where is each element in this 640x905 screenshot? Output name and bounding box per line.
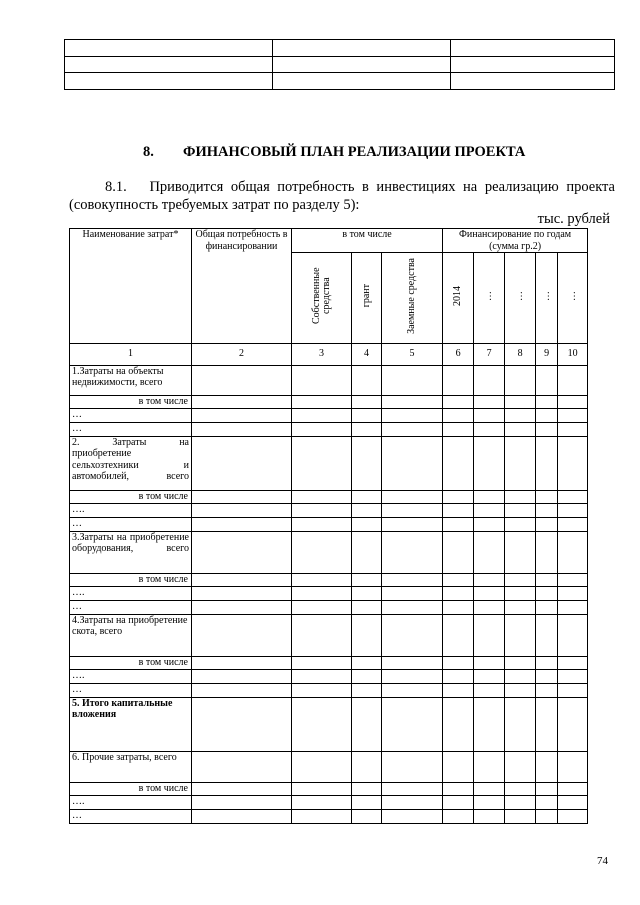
table-cell <box>352 751 382 782</box>
section-title: ФИНАНСОВЫЙ ПЛАН РЕАЛИЗАЦИИ ПРОЕКТА <box>183 144 526 160</box>
row-label: 1.Затраты на объекты недвижимости, всего <box>70 365 192 395</box>
table-body <box>70 365 588 823</box>
table-cell <box>505 697 536 751</box>
header-year-dots: … <box>474 253 505 344</box>
table-cell <box>536 683 558 697</box>
header-including: в том числе <box>292 229 443 253</box>
table-cell <box>505 600 536 614</box>
table-cell <box>352 517 382 531</box>
table-cell <box>536 422 558 436</box>
table-cell <box>558 436 588 490</box>
table-cell <box>382 809 443 823</box>
table-cell <box>443 503 474 517</box>
table-cell <box>505 365 536 395</box>
table-cell <box>352 586 382 600</box>
table-row <box>70 751 588 782</box>
table-cell <box>292 517 352 531</box>
table-cell <box>505 782 536 795</box>
table-cell <box>192 573 292 586</box>
table-row <box>70 517 588 531</box>
table-cell <box>192 517 292 531</box>
table-cell <box>192 751 292 782</box>
table-cell <box>192 683 292 697</box>
table-cell <box>292 656 352 669</box>
header-year-dots: … <box>505 253 536 344</box>
table-cell <box>192 656 292 669</box>
table-cell <box>292 586 352 600</box>
table-cell <box>536 531 558 573</box>
table-cell <box>505 531 536 573</box>
table-cell <box>536 782 558 795</box>
table-cell <box>192 490 292 503</box>
table-cell <box>558 586 588 600</box>
table-cell <box>352 809 382 823</box>
table-cell <box>292 697 352 751</box>
table-cell <box>192 408 292 422</box>
table-cell <box>443 436 474 490</box>
table-cell <box>65 40 273 57</box>
table-cell <box>536 586 558 600</box>
table-cell <box>536 600 558 614</box>
page-number: 74 <box>597 855 608 867</box>
column-number: 1 <box>70 343 192 365</box>
table-cell <box>558 503 588 517</box>
table-cell <box>443 517 474 531</box>
table-cell <box>192 436 292 490</box>
table-cell <box>474 503 505 517</box>
table-cell <box>352 365 382 395</box>
table-cell <box>65 73 273 90</box>
table-row <box>65 56 615 73</box>
table-cell <box>352 573 382 586</box>
table-cell <box>292 795 352 809</box>
table-cell <box>505 683 536 697</box>
table-cell <box>536 795 558 809</box>
table-cell <box>558 809 588 823</box>
row-label: …. <box>70 503 192 517</box>
row-label: …. <box>70 795 192 809</box>
table-cell <box>273 40 451 57</box>
table-cell <box>505 809 536 823</box>
table-cell <box>443 614 474 656</box>
row-label: …. <box>70 669 192 683</box>
table-cell <box>352 656 382 669</box>
table-row <box>65 40 615 57</box>
table-cell <box>558 600 588 614</box>
row-label: 3.Затраты на приобретение оборудования, всего <box>70 531 192 573</box>
table-cell <box>382 365 443 395</box>
paragraph-text: Приводится общая потребность в инвестициях на реализацию проекта (совокупность требуемых затрат по разделу 5): <box>69 179 615 213</box>
table-cell <box>352 422 382 436</box>
table-cell <box>558 573 588 586</box>
table-cell <box>536 517 558 531</box>
row-label: в том числе <box>70 573 192 586</box>
table-cell <box>352 531 382 573</box>
table-row <box>70 408 588 422</box>
table-cell <box>382 600 443 614</box>
table-cell <box>443 809 474 823</box>
previous-table-fragment <box>64 39 615 90</box>
table-cell <box>505 503 536 517</box>
table-cell <box>558 490 588 503</box>
table-cell <box>474 600 505 614</box>
table-cell <box>352 600 382 614</box>
table-cell <box>536 751 558 782</box>
table-cell <box>443 697 474 751</box>
table-row <box>70 436 588 490</box>
table-cell <box>443 751 474 782</box>
table-cell <box>273 73 451 90</box>
table-cell <box>451 40 615 57</box>
table-cell <box>192 614 292 656</box>
table-cell <box>292 422 352 436</box>
column-number: 10 <box>558 343 588 365</box>
table-cell <box>443 683 474 697</box>
table-cell <box>536 614 558 656</box>
table-cell <box>292 531 352 573</box>
table-cell <box>192 669 292 683</box>
header-year-dots: … <box>558 253 588 344</box>
header-own-funds: Собственные средства <box>292 253 352 344</box>
column-number-row <box>70 343 588 365</box>
table-row <box>70 395 588 408</box>
row-label: в том числе <box>70 656 192 669</box>
row-label: 5. Итого капитальные вложения <box>70 697 192 751</box>
table-cell <box>443 365 474 395</box>
table-cell <box>292 614 352 656</box>
table-cell <box>443 422 474 436</box>
table-cell <box>474 614 505 656</box>
table-cell <box>474 751 505 782</box>
header-name: Наименование затрат* <box>70 229 192 344</box>
table-cell <box>192 600 292 614</box>
table-cell <box>505 795 536 809</box>
column-number: 6 <box>443 343 474 365</box>
column-number: 5 <box>382 343 443 365</box>
table-cell <box>536 395 558 408</box>
table-cell <box>474 697 505 751</box>
section-number: 8. <box>143 144 154 160</box>
row-label: 4.Затраты на приобретение скота, всего <box>70 614 192 656</box>
table-cell <box>474 809 505 823</box>
table-cell <box>505 395 536 408</box>
table-cell <box>558 697 588 751</box>
table-row <box>70 683 588 697</box>
unit-label: тыс. рублей <box>537 211 610 227</box>
table-cell <box>382 436 443 490</box>
table-cell <box>474 586 505 600</box>
paragraph <box>69 178 615 214</box>
table-cell <box>65 56 273 73</box>
table-row <box>70 586 588 600</box>
table-cell <box>382 782 443 795</box>
column-number: 8 <box>505 343 536 365</box>
table-cell <box>505 751 536 782</box>
table-cell <box>558 531 588 573</box>
table-cell <box>292 573 352 586</box>
table-cell <box>352 795 382 809</box>
table-cell <box>443 782 474 795</box>
table-cell <box>558 751 588 782</box>
table-cell <box>536 573 558 586</box>
table-cell <box>352 395 382 408</box>
row-label: …. <box>70 586 192 600</box>
table-cell <box>443 669 474 683</box>
table-cell <box>292 751 352 782</box>
table-cell <box>382 503 443 517</box>
table-cell <box>382 422 443 436</box>
table-row <box>65 73 615 90</box>
table-cell <box>558 669 588 683</box>
row-label: … <box>70 422 192 436</box>
table-cell <box>474 422 505 436</box>
column-number: 7 <box>474 343 505 365</box>
table-cell <box>558 656 588 669</box>
table-cell <box>352 436 382 490</box>
table-cell <box>505 573 536 586</box>
table-cell <box>382 490 443 503</box>
table-cell <box>443 600 474 614</box>
header-row <box>70 229 588 253</box>
table-row <box>70 490 588 503</box>
table-row <box>70 503 588 517</box>
row-label: … <box>70 408 192 422</box>
table-cell <box>536 503 558 517</box>
table-cell <box>558 683 588 697</box>
table-cell <box>474 656 505 669</box>
table-cell <box>474 795 505 809</box>
header-by-years: Финансирование по годам (сумма гр.2) <box>443 229 588 253</box>
header-loan-funds: Заемные средства <box>382 253 443 344</box>
table-cell <box>536 490 558 503</box>
table-cell <box>505 517 536 531</box>
table-cell <box>382 795 443 809</box>
column-number: 3 <box>292 343 352 365</box>
table-cell <box>443 490 474 503</box>
table-cell <box>352 503 382 517</box>
table-cell <box>292 490 352 503</box>
table-cell <box>382 586 443 600</box>
header-year-dots: … <box>536 253 558 344</box>
table-cell <box>382 683 443 697</box>
row-label: … <box>70 809 192 823</box>
table-cell <box>451 56 615 73</box>
table-cell <box>536 669 558 683</box>
table-cell <box>192 365 292 395</box>
row-label: в том числе <box>70 490 192 503</box>
table-cell <box>536 408 558 422</box>
table-cell <box>536 656 558 669</box>
column-number: 4 <box>352 343 382 365</box>
row-label: … <box>70 683 192 697</box>
table-cell <box>474 365 505 395</box>
table-cell <box>474 573 505 586</box>
header-total: Общая потребность в финансировании <box>192 229 292 344</box>
table-cell <box>474 683 505 697</box>
table-cell <box>505 422 536 436</box>
table-cell <box>192 422 292 436</box>
table-cell <box>382 395 443 408</box>
table-cell <box>474 490 505 503</box>
table-cell <box>474 436 505 490</box>
table-cell <box>292 395 352 408</box>
table-cell <box>536 436 558 490</box>
table-cell <box>474 782 505 795</box>
table-cell <box>352 782 382 795</box>
table-cell <box>192 795 292 809</box>
table-cell <box>474 395 505 408</box>
table-cell <box>505 490 536 503</box>
table-cell <box>536 365 558 395</box>
table-cell <box>292 436 352 490</box>
table-cell <box>352 408 382 422</box>
column-number: 2 <box>192 343 292 365</box>
table-cell <box>382 697 443 751</box>
table-cell <box>558 517 588 531</box>
table-cell <box>273 56 451 73</box>
table-cell <box>443 531 474 573</box>
table-cell <box>505 656 536 669</box>
header-grant: грант <box>352 253 382 344</box>
table-cell <box>505 436 536 490</box>
table-cell <box>558 395 588 408</box>
table-cell <box>505 614 536 656</box>
table-cell <box>474 408 505 422</box>
table-cell <box>558 422 588 436</box>
table-row <box>70 809 588 823</box>
table-cell <box>352 614 382 656</box>
table-cell <box>292 365 352 395</box>
table-cell <box>352 697 382 751</box>
table-cell <box>352 669 382 683</box>
row-label: 2. Затраты на приобретение сельхозтехники и автомобилей, всего <box>70 436 192 490</box>
table-cell <box>558 795 588 809</box>
table-cell <box>192 503 292 517</box>
table-cell <box>474 669 505 683</box>
table-cell <box>536 697 558 751</box>
table-cell <box>474 531 505 573</box>
table-cell <box>443 395 474 408</box>
table-row <box>70 697 588 751</box>
table-cell <box>292 782 352 795</box>
table-cell <box>382 669 443 683</box>
table-cell <box>443 795 474 809</box>
table-cell <box>292 683 352 697</box>
row-label: 6. Прочие затраты, всего <box>70 751 192 782</box>
table-cell <box>192 697 292 751</box>
row-label: … <box>70 517 192 531</box>
row-label: в том числе <box>70 782 192 795</box>
table-row <box>70 669 588 683</box>
row-label: … <box>70 600 192 614</box>
table-cell <box>192 809 292 823</box>
row-label: в том числе <box>70 395 192 408</box>
table-cell <box>292 669 352 683</box>
table-cell <box>382 573 443 586</box>
table-cell <box>192 782 292 795</box>
table-cell <box>505 408 536 422</box>
table-row <box>70 531 588 573</box>
column-number: 9 <box>536 343 558 365</box>
table-cell <box>382 517 443 531</box>
table-cell <box>474 517 505 531</box>
table-row <box>70 656 588 669</box>
table-cell <box>558 782 588 795</box>
table-row <box>70 614 588 656</box>
header-year-2014: 2014 <box>443 253 474 344</box>
table-row <box>70 795 588 809</box>
table-cell <box>443 408 474 422</box>
table-cell <box>352 683 382 697</box>
table-row <box>70 365 588 395</box>
paragraph-number: 8.1. <box>105 179 127 195</box>
table-cell <box>451 73 615 90</box>
table-cell <box>443 656 474 669</box>
table-cell <box>443 573 474 586</box>
table-cell <box>292 809 352 823</box>
financial-plan-table <box>69 228 588 824</box>
table-cell <box>382 656 443 669</box>
table-cell <box>382 531 443 573</box>
table-row <box>70 573 588 586</box>
table-cell <box>192 395 292 408</box>
table-cell <box>536 809 558 823</box>
table-cell <box>558 614 588 656</box>
table-cell <box>292 600 352 614</box>
table-cell <box>443 586 474 600</box>
table-row <box>70 600 588 614</box>
table-cell <box>382 751 443 782</box>
table-cell <box>292 503 352 517</box>
table-cell <box>505 586 536 600</box>
table-cell <box>382 408 443 422</box>
table-cell <box>505 669 536 683</box>
table-cell <box>292 408 352 422</box>
table-row <box>70 782 588 795</box>
table-row <box>70 422 588 436</box>
table-cell <box>558 365 588 395</box>
table-cell <box>192 531 292 573</box>
table-cell <box>382 614 443 656</box>
table-cell <box>192 586 292 600</box>
table-cell <box>352 490 382 503</box>
table-cell <box>558 408 588 422</box>
